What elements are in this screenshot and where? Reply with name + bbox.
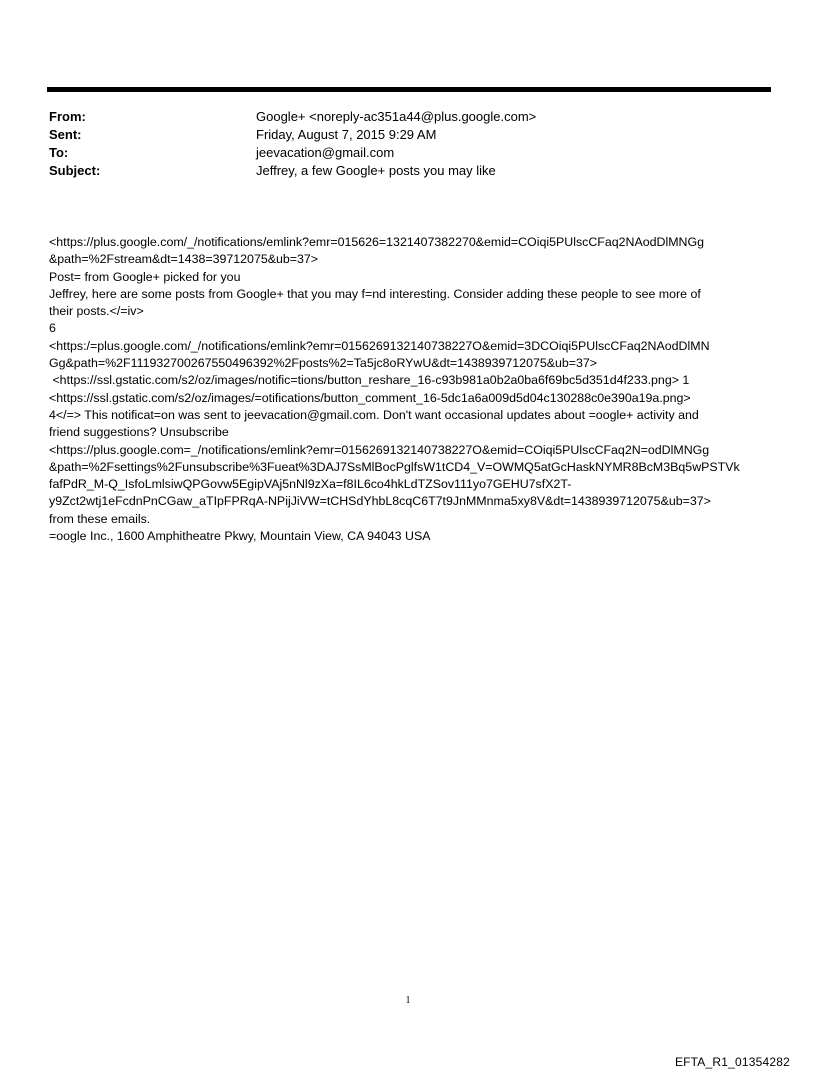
body-line: 6 xyxy=(49,321,56,336)
header-label: Sent: xyxy=(49,127,82,142)
body-line: <https://plus.google.com/_/notifications/emlink?emr=015626=1321407382270&emid=COiqi5PUlscCFaq2NAodDlMNGg xyxy=(49,235,705,249)
header-label: From: xyxy=(49,109,86,124)
body-line: <https:/=plus.google.com/_/notifications/emlink?emr=0156269132140738227O&emid=3DCOiqi5PUlscCFaq2NAodDlMN xyxy=(49,338,710,353)
header-value: Jeffrey, a few Google+ posts you may like xyxy=(256,163,496,178)
body-line: 4</=> This notificat=on was sent to jeevacation@gmail.com. Don't want occasional updates about =oogle+ activity and xyxy=(49,407,699,422)
header-to xyxy=(49,144,769,162)
body-line: Post= from Google+ picked for you xyxy=(49,269,241,284)
header-subject xyxy=(49,162,769,180)
body-line: &path=%2Fsettings%2Funsubscribe%3Fueat%3DAJ7SsMlBocPglfsW1tCD4_V=OWMQ5atGcHaskNYMR8BcM3Bq5wPSTVk xyxy=(49,459,740,474)
header-value: Google+ <noreply-ac351a44@plus.google.com> xyxy=(256,109,537,124)
body-line: their posts.</=iv> xyxy=(49,304,144,319)
body-line: <https://plus.google.com=_/notifications/emlink?emr=0156269132140738227O&emid=COiqi5PUlscCFaq2N=odDlMNGg xyxy=(49,442,710,457)
body-line: friend suggestions? Unsubscribe xyxy=(49,425,229,440)
header-label: Subject: xyxy=(49,163,101,178)
header-label: To: xyxy=(49,145,69,160)
body-line: y9Zct2wtj1eFcdnPnCGaw_aTIpFPRqA-NPijJiVW=tCHSdYhbL8cqC6T7t9JnMMnma5xy8V&dt=1438939712075&ub=37> xyxy=(49,494,711,509)
body-line: Gg&path=%2F111932700267550496392%2Fposts%2=Ta5jc8oRYwU&dt=1438939712075&ub=37> xyxy=(49,356,598,371)
body-line: <https://ssl.gstatic.com/s2/oz/images/=otifications/button_comment_16-5dc1a6a009d5d04c130288c0e390a19a.png> xyxy=(49,390,691,405)
body-line: &path=%2Fstream&dt=1438=39712075&ub=37> xyxy=(49,252,319,267)
document-id: EFTA_R1_01354282 xyxy=(674,1055,790,1069)
page-number: 1 xyxy=(405,995,411,1006)
body-line: Jeffrey, here are some posts from Google+ that you may f=nd interesting. Consider adding these people to see more of xyxy=(49,286,701,301)
email-body xyxy=(49,234,771,545)
header-from xyxy=(49,108,769,126)
header-value: Friday, August 7, 2015 9:29 AM xyxy=(256,127,437,142)
body-line: <https://ssl.gstatic.com/s2/oz/images/notific=tions/button_reshare_16-c93b981a0b2a0ba6f69bc5d351d4f233.png> 1 xyxy=(49,373,690,388)
header-value: jeevacation@gmail.com xyxy=(256,145,395,160)
header-divider xyxy=(47,87,771,92)
header-sent xyxy=(49,126,769,144)
email-headers xyxy=(49,108,769,180)
body-line: =oogle Inc., 1600 Amphitheatre Pkwy, Mountain View, CA 94043 USA xyxy=(49,529,431,544)
body-line: fafPdR_M-Q_IsfoLmlsiwQPGovw5EgipVAj5nNl9zXa=f8IL6co4hkLdTZSov111yo7GEHU7sfX2T- xyxy=(49,477,572,492)
body-line: from these emails. xyxy=(49,511,151,526)
